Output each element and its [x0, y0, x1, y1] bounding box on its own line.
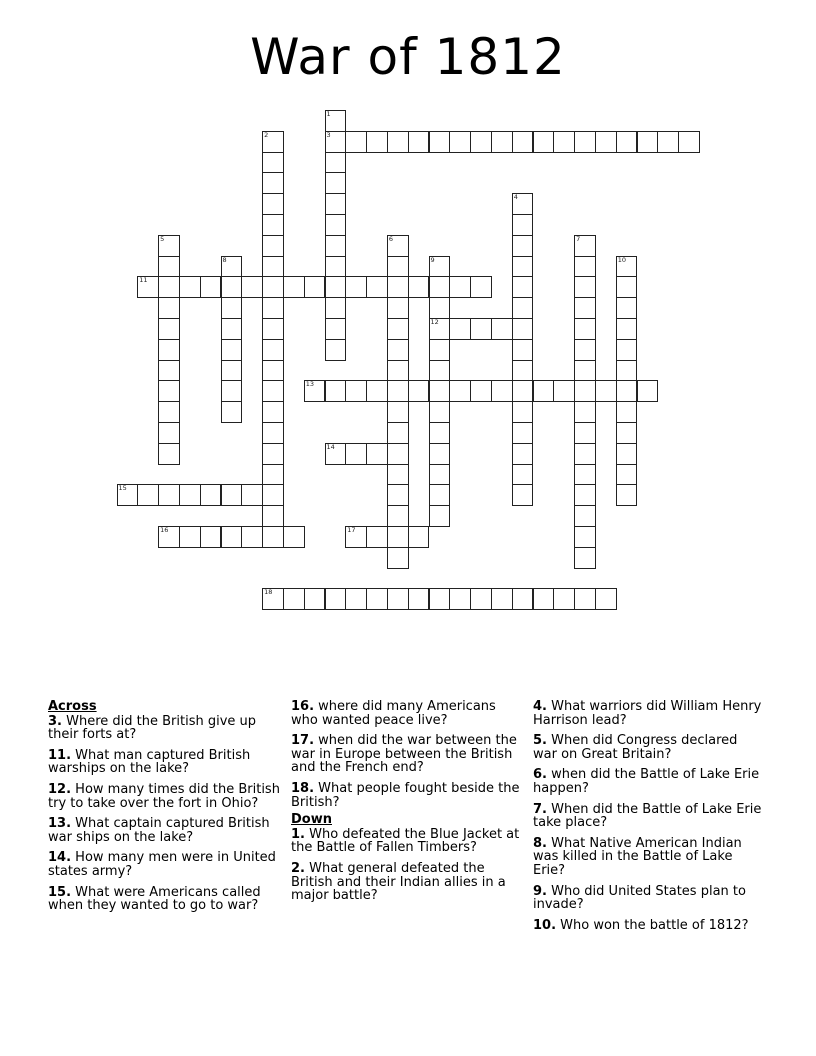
cell-number: 3 — [326, 130, 331, 139]
clue-number: 13. — [48, 816, 72, 832]
grid-cell[interactable] — [179, 526, 201, 548]
clue-text: What were Americans called when they wanted to go to war? — [48, 884, 261, 914]
grid-cell[interactable] — [158, 380, 180, 402]
grid-cell[interactable] — [158, 256, 180, 278]
clue-down-8 — [533, 837, 763, 878]
grid-cell[interactable] — [366, 131, 388, 153]
grid-cell[interactable] — [325, 172, 347, 194]
grid-cell[interactable] — [512, 235, 534, 257]
grid-cell[interactable] — [221, 297, 243, 319]
grid-cell[interactable] — [512, 131, 534, 153]
clue-text: What people fought beside the British? — [291, 780, 520, 810]
clue-number: 14. — [48, 850, 72, 866]
grid-cell[interactable] — [491, 380, 513, 402]
grid-cell[interactable] — [429, 131, 451, 153]
clue-text: How many men were in United states army? — [48, 850, 276, 879]
grid-cell[interactable] — [387, 380, 409, 402]
grid-cell[interactable] — [345, 380, 367, 402]
grid-cell[interactable] — [408, 380, 430, 402]
clue-down-5 — [533, 734, 763, 761]
grid-cell[interactable] — [325, 131, 347, 153]
cell-number: 2 — [264, 130, 269, 139]
clue-text: when did the Battle of Lake Erie happen? — [533, 767, 760, 796]
grid-cell[interactable] — [574, 360, 596, 382]
grid-cell[interactable] — [616, 318, 638, 340]
grid-cell[interactable] — [574, 505, 596, 527]
grid-cell[interactable] — [387, 297, 409, 319]
clue-number: 4. — [533, 699, 547, 714]
grid-cell[interactable] — [262, 360, 284, 382]
grid-cell[interactable] — [637, 131, 659, 153]
clue-text: Who defeated the Blue Jacket at the Battle of Fallen Timbers? — [291, 826, 520, 856]
cell-number: 16 — [160, 526, 169, 534]
clue-number: 18. — [291, 780, 315, 796]
cell-number: 9 — [430, 255, 435, 264]
grid-cell[interactable] — [158, 318, 180, 340]
grid-cell[interactable] — [429, 443, 451, 465]
clue-number: 15. — [48, 884, 72, 900]
grid-cell[interactable] — [241, 526, 263, 548]
grid-cell[interactable] — [262, 172, 284, 194]
grid-cell[interactable] — [429, 256, 451, 278]
grid-cell[interactable] — [387, 547, 409, 569]
grid-cell[interactable] — [657, 131, 679, 153]
grid-cell[interactable] — [325, 256, 347, 278]
grid-cell[interactable] — [221, 360, 243, 382]
grid-cell[interactable] — [470, 318, 492, 340]
clue-down-1 — [291, 828, 523, 855]
grid-cell[interactable] — [325, 152, 347, 174]
grid-cell[interactable] — [616, 443, 638, 465]
grid-cell[interactable] — [429, 401, 451, 423]
grid-cell[interactable] — [616, 131, 638, 153]
grid-cell[interactable] — [533, 588, 555, 610]
clue-text: When did Congress declared war on Great Britain? — [533, 733, 738, 762]
grid-cell[interactable] — [387, 443, 409, 465]
grid-cell[interactable] — [179, 484, 201, 506]
cell-number: 6 — [388, 234, 394, 243]
grid-cell[interactable] — [387, 256, 409, 278]
clue-text: when did the war between the war in Europe between the British and the French end? — [291, 733, 517, 776]
grid-cell[interactable] — [200, 276, 222, 298]
grid-cell[interactable] — [387, 131, 409, 153]
grid-cell[interactable] — [325, 318, 347, 340]
grid-cell[interactable] — [325, 235, 347, 257]
grid-cell[interactable] — [470, 380, 492, 402]
cell-number: 4 — [513, 193, 518, 202]
grid-cell[interactable] — [200, 484, 222, 506]
grid-cell[interactable] — [512, 256, 534, 278]
clue-number: 11. — [48, 747, 72, 763]
grid-cell[interactable] — [470, 131, 492, 153]
clue-text: How many times did the British try to take over the fort in Ohio? — [48, 781, 280, 811]
grid-cell[interactable] — [158, 360, 180, 382]
grid-cell[interactable] — [262, 318, 284, 340]
clue-number: 12. — [48, 781, 72, 797]
grid-cell[interactable] — [241, 484, 263, 506]
grid-cell[interactable] — [574, 401, 596, 423]
grid-cell[interactable] — [512, 193, 534, 215]
grid-cell[interactable] — [616, 380, 638, 402]
grid-cell[interactable] — [221, 339, 243, 361]
clue-number: 5. — [533, 733, 547, 749]
grid-cell[interactable] — [512, 484, 534, 506]
grid-cell[interactable] — [387, 464, 409, 486]
grid-cell[interactable] — [616, 339, 638, 361]
grid-cell[interactable] — [345, 588, 367, 610]
grid-cell[interactable] — [470, 588, 492, 610]
grid-cell[interactable] — [512, 380, 534, 402]
grid-cell[interactable] — [574, 380, 596, 402]
grid-cell[interactable] — [574, 464, 596, 486]
grid-cell[interactable] — [325, 588, 347, 610]
grid-cell[interactable] — [325, 443, 347, 465]
grid-cell[interactable] — [470, 276, 492, 298]
grid-cell[interactable] — [387, 276, 409, 298]
grid-cell[interactable] — [262, 339, 284, 361]
grid-cell[interactable] — [637, 380, 659, 402]
grid-cell[interactable] — [574, 235, 596, 257]
grid-cell[interactable] — [616, 256, 638, 278]
clue-text: When did the Battle of Lake Erie take place? — [533, 801, 762, 831]
grid-cell[interactable] — [574, 588, 596, 610]
grid-cell[interactable] — [595, 131, 617, 153]
grid-cell[interactable] — [512, 443, 534, 465]
grid-cell[interactable] — [429, 464, 451, 486]
cell-number: 15 — [118, 484, 127, 493]
grid-cell[interactable] — [429, 318, 451, 340]
grid-cell[interactable] — [491, 131, 513, 153]
grid-cell[interactable] — [304, 380, 326, 402]
grid-cell[interactable] — [325, 110, 347, 132]
cell-number: 5 — [160, 234, 165, 243]
grid-cell[interactable] — [616, 360, 638, 382]
clue-across-16 — [291, 700, 523, 727]
grid-cell[interactable] — [325, 380, 347, 402]
cell-number: 17 — [347, 526, 356, 534]
grid-cell[interactable] — [262, 214, 284, 236]
grid-cell[interactable] — [408, 131, 430, 153]
grid-cell[interactable] — [429, 297, 451, 319]
grid-cell[interactable] — [262, 152, 284, 174]
grid-cell[interactable] — [512, 318, 534, 340]
grid-cell[interactable] — [262, 380, 284, 402]
clue-text: Who won the battle of 1812? — [560, 917, 749, 933]
grid-cell[interactable] — [429, 484, 451, 506]
clue-number: 2. — [291, 860, 305, 876]
grid-cell[interactable] — [574, 339, 596, 361]
clues-column-3 — [533, 700, 763, 939]
grid-cell[interactable] — [512, 588, 534, 610]
grid-cell[interactable] — [387, 526, 409, 548]
clue-down-10 — [533, 919, 763, 933]
grid-cell[interactable] — [221, 276, 243, 298]
clue-number: 1. — [291, 826, 305, 842]
grid-cell[interactable] — [512, 464, 534, 486]
grid-cell[interactable] — [387, 588, 409, 610]
grid-cell[interactable] — [429, 276, 451, 298]
grid-cell[interactable] — [345, 526, 367, 548]
clue-down-6 — [533, 768, 763, 795]
grid-cell[interactable] — [366, 526, 388, 548]
cell-number: 8 — [222, 255, 227, 264]
grid-cell[interactable] — [158, 339, 180, 361]
clue-text: Who did United States plan to invade? — [533, 883, 746, 913]
grid-cell[interactable] — [429, 588, 451, 610]
grid-cell[interactable] — [221, 484, 243, 506]
grid-cell[interactable] — [262, 235, 284, 257]
grid-cell[interactable] — [158, 443, 180, 465]
grid-cell[interactable] — [325, 297, 347, 319]
grid-cell[interactable] — [366, 380, 388, 402]
clue-across-18 — [291, 782, 523, 809]
grid-cell[interactable] — [158, 401, 180, 423]
grid-cell[interactable] — [366, 276, 388, 298]
grid-cell[interactable] — [616, 401, 638, 423]
grid-cell[interactable] — [574, 484, 596, 506]
grid-cell[interactable] — [221, 380, 243, 402]
clue-text: What man captured British warships on the lake? — [48, 747, 251, 777]
clue-across-17 — [291, 734, 523, 775]
clue-text: What warriors did William Henry Harrison lead? — [533, 699, 762, 728]
grid-cell[interactable] — [283, 588, 305, 610]
grid-cell[interactable] — [574, 422, 596, 444]
grid-cell[interactable] — [491, 318, 513, 340]
grid-cell[interactable] — [616, 484, 638, 506]
grid-cell[interactable] — [429, 505, 451, 527]
grid-cell[interactable] — [449, 380, 471, 402]
grid-cell[interactable] — [262, 193, 284, 215]
grid-cell[interactable] — [200, 526, 222, 548]
clue-across-15 — [48, 886, 284, 913]
grid-cell[interactable] — [262, 443, 284, 465]
grid-cell[interactable] — [366, 588, 388, 610]
grid-cell[interactable] — [262, 422, 284, 444]
clue-number: 3. — [48, 713, 62, 729]
grid-cell[interactable] — [158, 484, 180, 506]
clue-down-4 — [533, 700, 763, 727]
clue-down-7 — [533, 803, 763, 830]
grid-cell[interactable] — [158, 526, 180, 548]
clue-across-14 — [48, 851, 284, 878]
grid-cell[interactable] — [574, 297, 596, 319]
clue-number: 17. — [291, 733, 315, 749]
grid-cell[interactable] — [158, 276, 180, 298]
clue-number: 8. — [533, 835, 547, 851]
grid-cell[interactable] — [616, 422, 638, 444]
grid-cell[interactable] — [221, 401, 243, 423]
clues-column-1 — [48, 700, 284, 920]
grid-cell[interactable] — [262, 276, 284, 298]
grid-cell[interactable] — [533, 380, 555, 402]
grid-cell[interactable] — [304, 588, 326, 610]
clue-number: 16. — [291, 699, 315, 714]
puzzle-title: War of 1812 — [250, 28, 566, 86]
clue-text: What general defeated the British and their Indian allies in a major battle? — [291, 860, 506, 904]
grid-cell[interactable] — [429, 360, 451, 382]
grid-cell[interactable] — [387, 360, 409, 382]
grid-cell[interactable] — [449, 588, 471, 610]
grid-cell[interactable] — [179, 276, 201, 298]
grid-cell[interactable] — [387, 318, 409, 340]
grid-cell[interactable] — [221, 318, 243, 340]
grid-cell[interactable] — [512, 214, 534, 236]
grid-cell[interactable] — [241, 276, 263, 298]
grid-cell[interactable] — [345, 131, 367, 153]
grid-cell[interactable] — [262, 297, 284, 319]
grid-cell[interactable] — [616, 297, 638, 319]
clue-down-9 — [533, 885, 763, 912]
grid-cell[interactable] — [553, 588, 575, 610]
clue-number: 9. — [533, 883, 547, 899]
grid-cell[interactable] — [616, 276, 638, 298]
cell-number: 10 — [617, 255, 626, 264]
grid-cell[interactable] — [449, 276, 471, 298]
grid-cell[interactable] — [595, 380, 617, 402]
clues-column-2 — [291, 700, 523, 910]
grid-cell[interactable] — [449, 131, 471, 153]
grid-cell[interactable] — [387, 235, 409, 257]
grid-cell[interactable] — [262, 256, 284, 278]
cell-number: 1 — [326, 110, 331, 118]
grid-cell[interactable] — [325, 339, 347, 361]
grid-cell[interactable] — [325, 214, 347, 236]
grid-cell[interactable] — [512, 401, 534, 423]
clue-across-11 — [48, 749, 284, 776]
grid-cell[interactable] — [574, 547, 596, 569]
grid-cell[interactable] — [387, 339, 409, 361]
down-heading: Down — [291, 812, 332, 828]
grid-cell[interactable] — [408, 588, 430, 610]
grid-cell[interactable] — [491, 588, 513, 610]
grid-cell[interactable] — [595, 588, 617, 610]
clue-number: 7. — [533, 801, 547, 817]
grid-cell[interactable] — [553, 380, 575, 402]
cell-number: 13 — [305, 380, 314, 389]
clue-number: 10. — [533, 917, 557, 933]
clue-text: What Native American Indian was killed in the Battle of Lake Erie? — [533, 835, 742, 878]
grid-cell[interactable] — [262, 526, 284, 548]
grid-cell[interactable] — [574, 318, 596, 340]
grid-cell[interactable] — [325, 276, 347, 298]
grid-cell[interactable] — [429, 339, 451, 361]
clue-text: Where did the British give up their forts at? — [48, 713, 257, 743]
grid-cell[interactable] — [283, 526, 305, 548]
cell-number: 18 — [264, 588, 273, 597]
clue-down-2 — [291, 862, 523, 903]
grid-cell[interactable] — [262, 131, 284, 153]
grid-cell[interactable] — [304, 276, 326, 298]
grid-cell[interactable] — [512, 297, 534, 319]
grid-cell[interactable] — [574, 526, 596, 548]
clue-number: 6. — [533, 767, 547, 783]
cell-number: 7 — [576, 234, 581, 243]
grid-cell[interactable] — [345, 443, 367, 465]
grid-cell[interactable] — [512, 360, 534, 382]
grid-cell[interactable] — [449, 318, 471, 340]
grid-cell[interactable] — [616, 464, 638, 486]
grid-cell[interactable] — [387, 505, 409, 527]
clue-text: What captain captured British war ships on the lake? — [48, 816, 270, 845]
grid-cell[interactable] — [117, 484, 139, 506]
grid-cell[interactable] — [387, 484, 409, 506]
grid-cell[interactable] — [221, 526, 243, 548]
clue-across-12 — [48, 783, 284, 810]
grid-cell[interactable] — [345, 276, 367, 298]
grid-cell[interactable] — [262, 484, 284, 506]
grid-cell[interactable] — [533, 131, 555, 153]
grid-cell[interactable] — [262, 401, 284, 423]
cell-number: 12 — [430, 318, 439, 326]
grid-cell[interactable] — [158, 297, 180, 319]
grid-cell[interactable] — [429, 422, 451, 444]
grid-cell[interactable] — [512, 422, 534, 444]
grid-cell[interactable] — [574, 276, 596, 298]
grid-cell[interactable] — [429, 380, 451, 402]
grid-cell[interactable] — [325, 193, 347, 215]
cell-number: 11 — [139, 276, 148, 285]
grid-cell[interactable] — [221, 256, 243, 278]
grid-cell[interactable] — [574, 256, 596, 278]
grid-cell[interactable] — [553, 131, 575, 153]
grid-cell[interactable] — [512, 276, 534, 298]
grid-cell[interactable] — [262, 588, 284, 610]
grid-cell[interactable] — [387, 422, 409, 444]
grid-cell[interactable] — [366, 443, 388, 465]
grid-cell[interactable] — [574, 443, 596, 465]
grid-cell[interactable] — [387, 401, 409, 423]
grid-cell[interactable] — [574, 131, 596, 153]
clue-across-13 — [48, 817, 284, 844]
grid-cell[interactable] — [678, 131, 700, 153]
grid-cell[interactable] — [262, 464, 284, 486]
grid-cell[interactable] — [283, 276, 305, 298]
grid-cell[interactable] — [262, 505, 284, 527]
grid-cell[interactable] — [137, 484, 159, 506]
grid-cell[interactable] — [408, 276, 430, 298]
clue-across-3 — [48, 715, 284, 742]
clue-text: where did many Americans who wanted peace live? — [291, 699, 496, 728]
across-heading: Across — [48, 699, 97, 714]
grid-cell[interactable] — [158, 235, 180, 257]
grid-cell[interactable] — [408, 526, 430, 548]
grid-cell[interactable] — [512, 339, 534, 361]
cell-number: 14 — [326, 442, 335, 451]
grid-cell[interactable] — [158, 422, 180, 444]
grid-cell[interactable] — [137, 276, 159, 298]
